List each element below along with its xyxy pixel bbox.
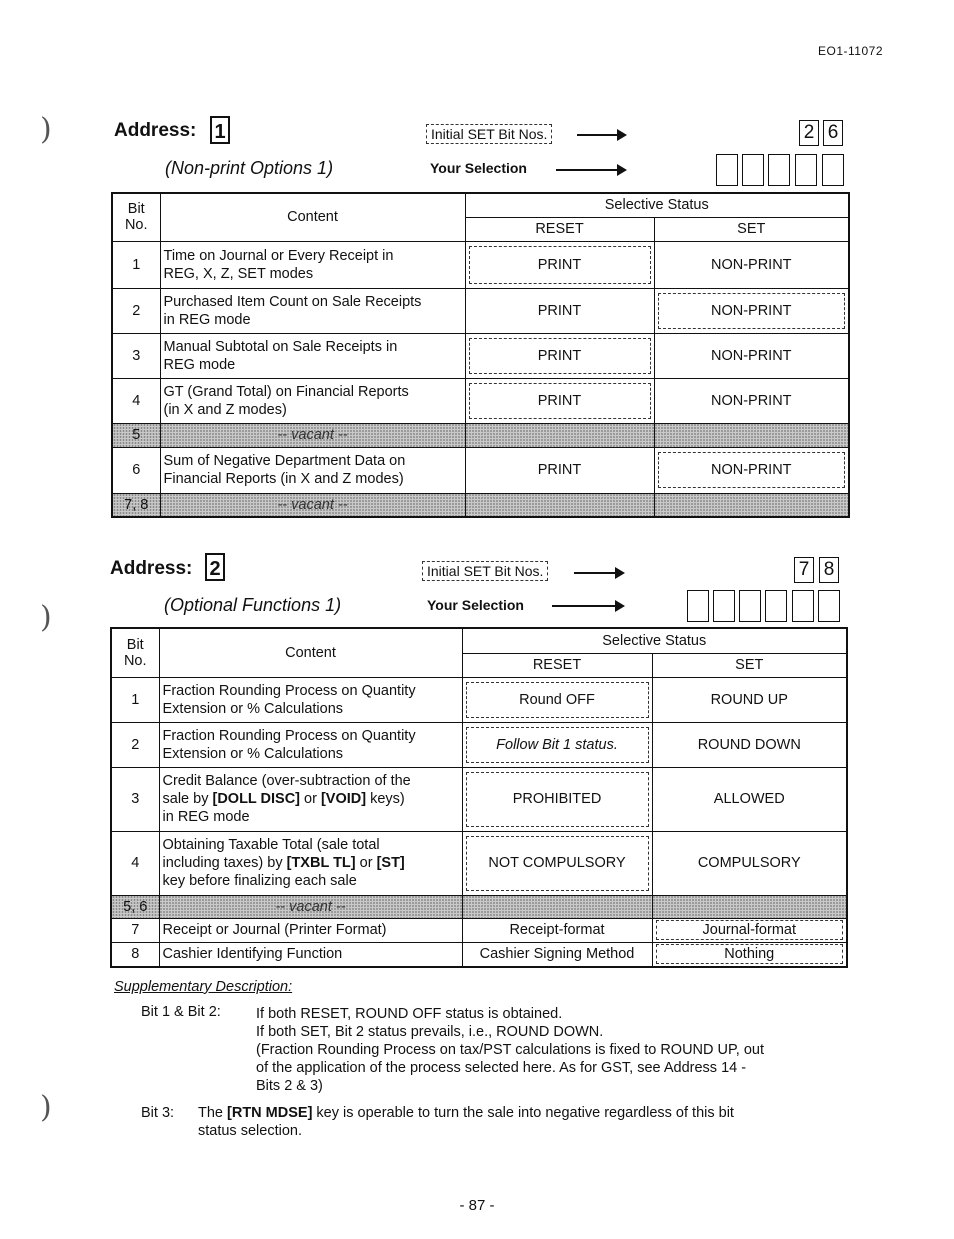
selection-entry-box[interactable] <box>713 590 735 622</box>
bit-number: 7, 8 <box>112 493 160 517</box>
bit-number: 1 <box>111 677 159 722</box>
initial-set-label: Initial SET Bit Nos. <box>422 561 548 581</box>
initial-bit-number: 8 <box>819 557 839 583</box>
binding-mark: ) <box>40 600 52 635</box>
table-row <box>111 677 847 722</box>
table-row <box>112 447 849 493</box>
vacant-row <box>112 423 849 447</box>
table-row <box>112 288 849 333</box>
set-option[interactable]: NON-PRINT <box>654 333 849 378</box>
arrow-icon <box>574 572 617 574</box>
table-row <box>111 831 847 895</box>
table-row <box>112 241 849 288</box>
bit-content: Receipt or Journal (Printer Format) <box>159 918 462 942</box>
arrow-icon <box>556 169 619 171</box>
set-option[interactable]: NON-PRINT <box>654 241 849 288</box>
vacant-label: -- vacant -- <box>160 493 465 517</box>
table-row <box>111 918 847 942</box>
bit-content: Purchased Item Count on Sale Receipts in REG mode <box>160 288 465 333</box>
table-row <box>112 378 849 423</box>
bit-number: 5 <box>112 423 160 447</box>
selection-entry-box[interactable] <box>795 154 817 186</box>
selection-entry-box[interactable] <box>822 154 844 186</box>
table-row <box>111 767 847 831</box>
selection-entry-box[interactable] <box>687 590 709 622</box>
address-number: 2 <box>205 553 225 581</box>
bit-number: 6 <box>112 447 160 493</box>
bit-number: 8 <box>111 942 159 967</box>
set-option[interactable]: Nothing <box>652 942 847 967</box>
arrow-icon <box>577 134 619 136</box>
table-row <box>111 722 847 767</box>
reset-option[interactable]: Cashier Signing Method <box>462 942 652 967</box>
vacant-row <box>112 493 849 517</box>
reset-header: RESET <box>465 217 654 241</box>
binding-mark: ) <box>40 1090 52 1125</box>
your-selection-label: Your Selection <box>430 160 527 176</box>
set-option[interactable]: ROUND UP <box>652 677 847 722</box>
set-option[interactable]: ALLOWED <box>652 767 847 831</box>
selection-entry-box[interactable] <box>716 154 738 186</box>
content-header: Content <box>159 628 462 677</box>
bit-content: Fraction Rounding Process on Quantity Extension or % Calculations <box>159 722 462 767</box>
bit-number: 1 <box>112 241 160 288</box>
selective-status-header: Selective Status <box>465 193 849 217</box>
address-subtitle: (Non-print Options 1) <box>165 158 334 178</box>
reset-option[interactable]: PRINT <box>465 447 654 493</box>
page-number: - 87 - <box>459 1197 495 1214</box>
bit-number: 2 <box>111 722 159 767</box>
selection-entry-box[interactable] <box>792 590 814 622</box>
bit-number: 2 <box>112 288 160 333</box>
initial-bit-number: 2 <box>799 120 819 146</box>
arrow-icon <box>552 605 617 607</box>
initial-set-label: Initial SET Bit Nos. <box>426 124 552 144</box>
bit-number: 3 <box>111 767 159 831</box>
selection-entry-box[interactable] <box>768 154 790 186</box>
initial-bit-number: 7 <box>794 557 814 583</box>
bit-table-address-1 <box>111 192 850 518</box>
bit-table-address-2 <box>110 627 848 968</box>
set-header: SET <box>652 653 847 677</box>
reset-option[interactable]: Follow Bit 1 status. <box>462 722 652 767</box>
reset-option[interactable]: PRINT <box>465 333 654 378</box>
supplementary-title: Supplementary Description: <box>114 979 293 995</box>
set-option[interactable]: ROUND DOWN <box>652 722 847 767</box>
bit-content: Sum of Negative Department Data on Financial Reports (in X and Z modes) <box>160 447 465 493</box>
set-option[interactable]: NON-PRINT <box>654 378 849 423</box>
vacant-row <box>111 895 847 918</box>
initial-bit-number: 6 <box>823 120 843 146</box>
content-header: Content <box>160 193 465 241</box>
bit-number: 3 <box>112 333 160 378</box>
set-header: SET <box>654 217 849 241</box>
bit-number: 7 <box>111 918 159 942</box>
your-selection-label: Your Selection <box>427 597 524 613</box>
table-row <box>112 333 849 378</box>
vacant-label: -- vacant -- <box>160 423 465 447</box>
bit-number: 4 <box>111 831 159 895</box>
reset-option[interactable]: PRINT <box>465 378 654 423</box>
address-label: Address: <box>110 558 193 579</box>
bit-content: Fraction Rounding Process on Quantity Extension or % Calculations <box>159 677 462 722</box>
bit-number: 5, 6 <box>111 895 159 918</box>
bit-content: Time on Journal or Every Receipt in REG, X, Z, SET modes <box>160 241 465 288</box>
bit-content: Credit Balance (over-subtraction of the sale by [DOLL DISC] or [VOID] keys) in REG mode <box>159 767 462 831</box>
binding-mark: ) <box>40 112 52 147</box>
address-number: 1 <box>210 116 230 144</box>
set-option[interactable]: Journal-format <box>652 918 847 942</box>
reset-option[interactable]: Round OFF <box>462 677 652 722</box>
address-label: Address: <box>114 120 197 141</box>
set-option[interactable]: NON-PRINT <box>654 447 849 493</box>
bit-content: Manual Subtotal on Sale Receipts in REG mode <box>160 333 465 378</box>
selection-entry-box[interactable] <box>739 590 761 622</box>
bit-content: Obtaining Taxable Total (sale total including taxes) by [TXBL TL] or [ST] key before finalizing each sale <box>159 831 462 895</box>
reset-option[interactable]: PROHIBITED <box>462 767 652 831</box>
selection-entry-box[interactable] <box>742 154 764 186</box>
selection-entry-box[interactable] <box>765 590 787 622</box>
reset-option[interactable]: NOT COMPULSORY <box>462 831 652 895</box>
bit-content: GT (Grand Total) on Financial Reports (in X and Z modes) <box>160 378 465 423</box>
selective-status-header: Selective Status <box>462 628 847 653</box>
reset-header: RESET <box>462 653 652 677</box>
vacant-label: -- vacant -- <box>159 895 462 918</box>
bit-content: Cashier Identifying Function <box>159 942 462 967</box>
set-option[interactable]: COMPULSORY <box>652 831 847 895</box>
bit-no-header: Bit No. <box>111 628 159 677</box>
supplementary-text: The [RTN MDSE] key is operable to turn the sale into negative regardless of this bit status selection. <box>198 1105 734 1139</box>
table-row <box>111 942 847 967</box>
supplementary-text: If both RESET, ROUND OFF status is obtained. If both SET, Bit 2 status prevails, i.e., ROUND DOWN. (Fraction Rounding Process on tax/PST calculations is fixed to ROUND UP, out of the application of the process selected here. As for GST, see Address 14 - Bits 2 & 3) <box>256 1006 764 1094</box>
supplementary-label: Bit 1 & Bit 2: <box>141 1004 221 1020</box>
document-code: EO1-11072 <box>818 44 883 58</box>
bit-no-header: Bit No. <box>112 193 160 241</box>
supplementary-label: Bit 3: <box>141 1105 175 1121</box>
reset-option[interactable]: PRINT <box>465 288 654 333</box>
reset-option[interactable]: PRINT <box>465 241 654 288</box>
reset-option[interactable]: Receipt-format <box>462 918 652 942</box>
bit-number: 4 <box>112 378 160 423</box>
set-option[interactable]: NON-PRINT <box>654 288 849 333</box>
selection-entry-box[interactable] <box>818 590 840 622</box>
address-subtitle: (Optional Functions 1) <box>164 595 342 615</box>
